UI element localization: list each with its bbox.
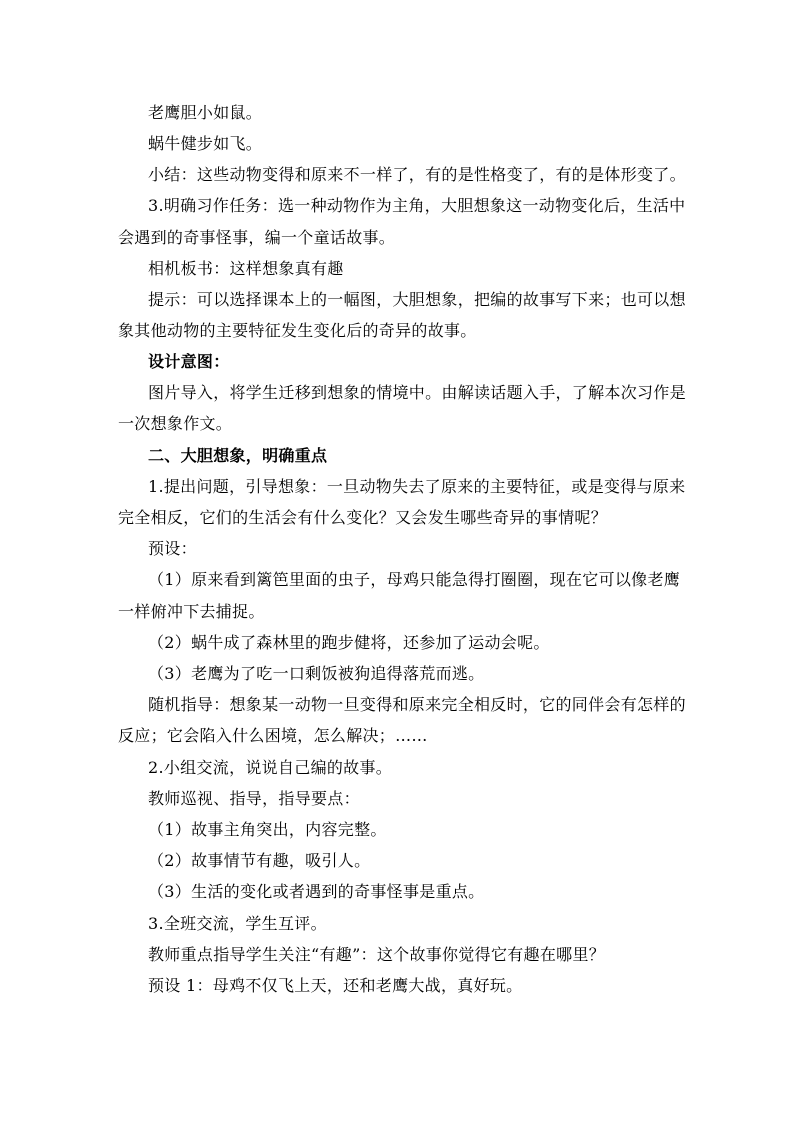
text-line: 随机指导：想象某一动物一旦变得和原来完全相反时，它的同伴会有怎样的 [148,695,686,714]
text-line: 教师重点指导学生关注“有趣”：这个故事你觉得它有趣在哪里？ [148,945,606,964]
text-line: 会遇到的奇事怪事，编一个童话故事。 [118,228,396,247]
text-line: （3）老鹰为了吃一口剩饭被狗追得落荒而逃。 [148,664,485,683]
text-line: 蜗牛健步如飞。 [148,134,263,153]
text-line: 象其他动物的主要特征发生变化后的奇异的故事。 [118,321,477,340]
text-line: 1.提出问题，引导想象：一旦动物失去了原来的主要特征，或是变得与原来 [148,477,686,496]
text-line: 3.全班交流，学生互评。 [148,914,327,933]
text-line: 预设： [148,539,197,558]
section-heading: 二、大胆想象，明确重点 [148,446,328,465]
section-heading: 设计意图： [148,352,230,371]
text-line: （1）原来看到篱笆里面的虫子，母鸡只能急得打圈圈，现在它可以像老鹰 [148,570,681,589]
text-line: （2）蜗牛成了森林里的跑步健将，还参加了运动会呢。 [148,633,550,652]
text-line: 相机板书：这样想象真有趣 [148,259,344,278]
text-line: 小结：这些动物变得和原来不一样了，有的是性格变了，有的是体形变了。 [148,165,686,184]
text-line: （2）故事情节有趣，吸引人。 [148,851,371,870]
text-line: 一次想象作文。 [118,414,233,433]
text-line: 一样俯冲下去捕捉。 [118,602,265,621]
text-line: 反应；它会陷入什么困境，怎么解决；…… [118,726,428,745]
text-line: （3）生活的变化或者遇到的奇事怪事是重点。 [148,882,485,901]
text-line: 完全相反，它们的生活会有什么变化？又会发生哪些奇异的事情呢？ [118,508,608,527]
text-line: 3.明确习作任务：选一种动物作为主角，大胆想象这一动物变化后，生活中 [148,196,686,215]
text-line: 提示：可以选择课本上的一幅图，大胆想象，把编的故事写下来；也可以想 [148,290,686,309]
text-line: （1）故事主角突出，内容完整。 [148,820,387,839]
text-line: 2.小组交流，说说自己编的故事。 [148,758,393,777]
text-line: 老鹰胆小如鼠。 [148,103,263,122]
text-line: 图片导入，将学生迁移到想象的情境中。由解读话题入手，了解本次习作是 [148,383,686,402]
text-line: 预设 1：母鸡不仅飞上天，还和老鹰大战，真好玩。 [148,976,523,995]
text-line: 教师巡视、指导，指导要点： [148,789,360,808]
